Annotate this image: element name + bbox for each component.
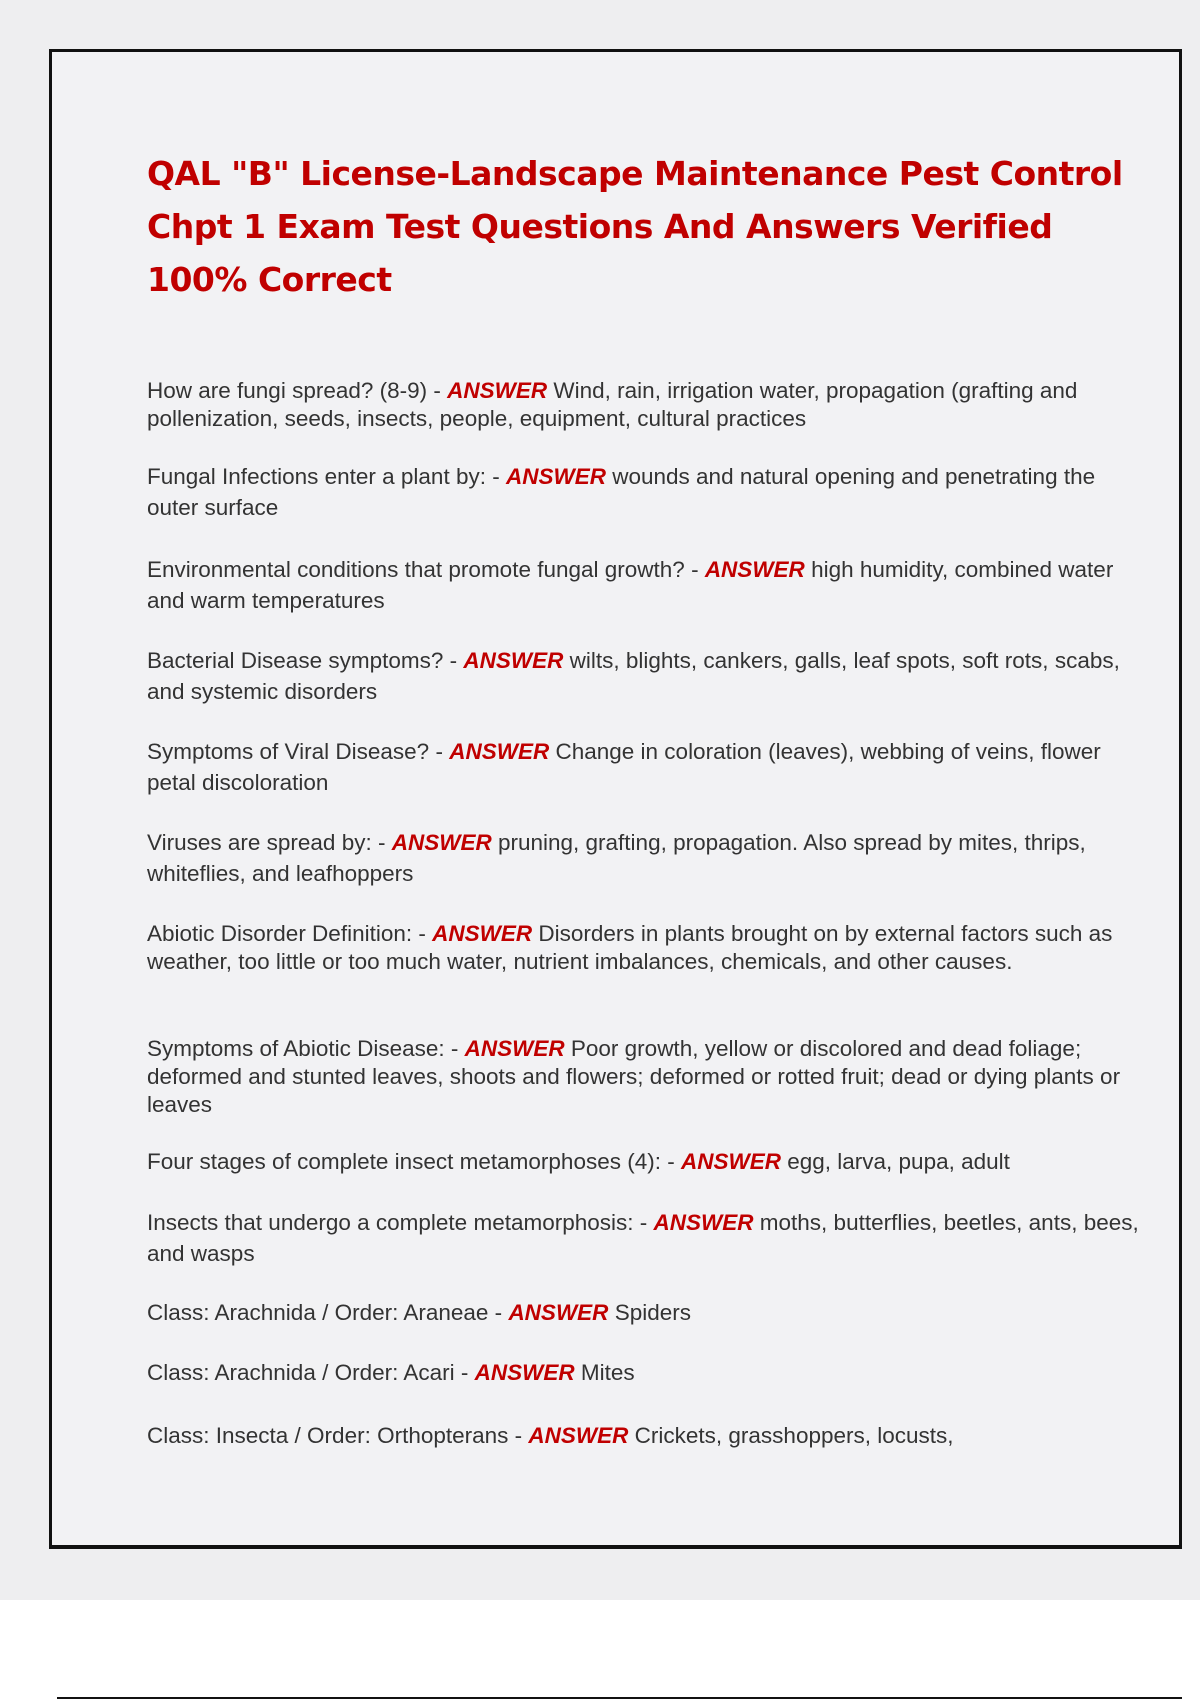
answer-text: Mites: [580, 1360, 635, 1385]
qa-item: [147, 827, 1147, 889]
answer-label: ANSWER: [391, 830, 492, 855]
answer-label: ANSWER: [528, 1423, 629, 1448]
qa-item: [147, 377, 1147, 433]
qa-item: [147, 461, 1147, 523]
qa-item: [147, 1207, 1147, 1269]
question-text: Class: Arachnida / Order: Araneae -: [147, 1300, 509, 1325]
answer-label: ANSWER: [653, 1210, 754, 1235]
qa-item: [147, 1035, 1147, 1119]
answer-label: ANSWER: [449, 739, 550, 764]
question-text: Insects that undergo a complete metamorphosis: -: [147, 1210, 654, 1235]
answer-label: ANSWER: [463, 648, 564, 673]
question-text: Symptoms of Viral Disease? -: [147, 739, 450, 764]
answer-text: Disorders in plants brought on by external factors such as weather, too little or too much water, nutrient imbalances, chemicals, and other causes.: [147, 921, 1113, 974]
answer-text: wilts, blights, cankers, galls, leaf spots, soft rots, scabs, and systemic disorders: [147, 648, 1120, 704]
question-text: Abiotic Disorder Definition: -: [147, 921, 433, 946]
question-text: How are fungi spread? (8-9) -: [147, 378, 448, 403]
answer-text: Change in coloration (leaves), webbing of veins, flower petal discoloration: [147, 739, 1101, 795]
answer-text: moths, butterflies, beetles, ants, bees, and wasps: [147, 1210, 1139, 1266]
answer-label: ANSWER: [505, 464, 606, 489]
qa-item: [147, 736, 1147, 798]
question-text: Viruses are spread by: -: [147, 830, 392, 855]
answer-label: ANSWER: [680, 1149, 781, 1174]
qa-item: [147, 1148, 1147, 1176]
answer-text: wounds and natural opening and penetrating the outer surface: [147, 464, 1096, 520]
answer-text: high humidity, combined water and warm temperatures: [147, 557, 1114, 613]
qa-item: [147, 1359, 1147, 1387]
answer-label: ANSWER: [432, 921, 533, 946]
answer-label: ANSWER: [447, 378, 548, 403]
question-text: Environmental conditions that promote fungal growth? -: [147, 557, 705, 582]
qa-item: [147, 645, 1147, 707]
answer-text: Spiders: [614, 1300, 691, 1325]
document-page: [49, 49, 1182, 1549]
question-text: Four stages of complete insect metamorphoses (4): -: [147, 1149, 681, 1174]
answer-label: ANSWER: [508, 1300, 609, 1325]
answer-text: Poor growth, yellow or discolored and dead foliage; deformed and stunted leaves, shoots and flowers; deformed or rotted fruit; dead or dying plants or leaves: [147, 1036, 1121, 1117]
qa-item: [147, 1299, 1147, 1327]
question-text: Class: Insecta / Order: Orthopterans -: [147, 1423, 529, 1448]
answer-text: Wind, rain, irrigation water, propagation (grafting and pollenization, seeds, insects, people, equipment, cultural practices: [147, 378, 1078, 431]
question-text: Fungal Infections enter a plant by: -: [147, 464, 506, 489]
answer-text: pruning, grafting, propagation. Also spread by mites, thrips, whiteflies, and leafhoppers: [147, 830, 1086, 886]
qa-item: [147, 1422, 1147, 1450]
answer-text: Crickets, grasshoppers, locusts,: [634, 1423, 954, 1448]
footer-divider: [57, 1697, 1182, 1699]
question-text: Symptoms of Abiotic Disease: -: [147, 1036, 465, 1061]
question-text: Class: Arachnida / Order: Acari -: [147, 1360, 475, 1385]
document-title: QAL "B" License-Landscape Maintenance Pest Control Chpt 1 Exam Test Questions And Answers Verified 100% Correct: [147, 154, 1123, 299]
answer-label: ANSWER: [474, 1360, 575, 1385]
qa-item: [147, 920, 1147, 976]
qa-item: [147, 554, 1147, 616]
answer-text: egg, larva, pupa, adult: [787, 1149, 1010, 1174]
answer-label: ANSWER: [464, 1036, 565, 1061]
answer-label: ANSWER: [704, 557, 805, 582]
question-text: Bacterial Disease symptoms? -: [147, 648, 464, 673]
